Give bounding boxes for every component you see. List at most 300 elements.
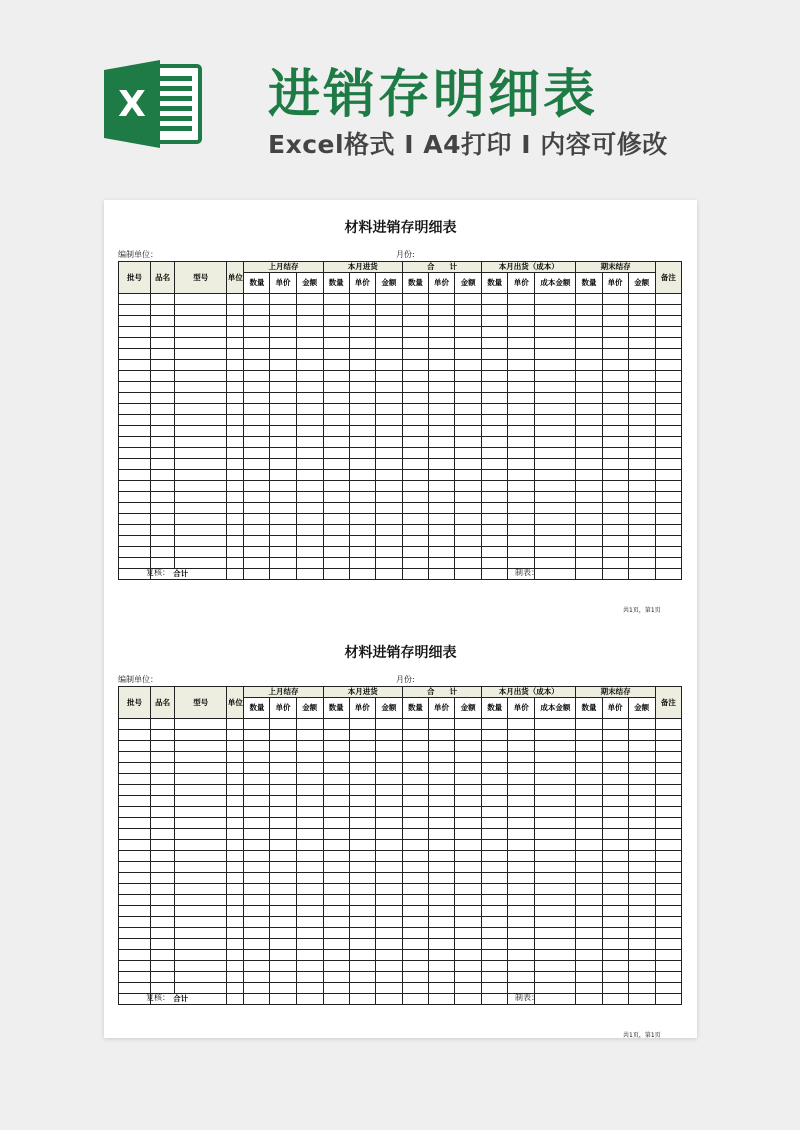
table-cell[interactable] — [602, 426, 628, 437]
table-cell[interactable] — [375, 917, 402, 928]
table-cell[interactable] — [535, 807, 576, 818]
table-cell[interactable] — [119, 785, 151, 796]
table-cell[interactable] — [428, 349, 454, 360]
table-cell[interactable] — [655, 972, 681, 983]
table-cell[interactable] — [576, 818, 602, 829]
table-cell[interactable] — [482, 415, 508, 426]
table-cell[interactable] — [655, 481, 681, 492]
table-cell[interactable] — [375, 569, 402, 580]
table-cell[interactable] — [244, 338, 270, 349]
table-cell[interactable] — [323, 503, 349, 514]
table-cell[interactable] — [576, 807, 602, 818]
table-cell[interactable] — [628, 349, 655, 360]
table-cell[interactable] — [375, 294, 402, 305]
table-cell[interactable] — [508, 338, 535, 349]
table-cell[interactable] — [576, 983, 602, 994]
table-cell[interactable] — [428, 481, 454, 492]
table-cell[interactable] — [244, 536, 270, 547]
table-cell[interactable] — [482, 547, 508, 558]
table-cell[interactable] — [296, 730, 323, 741]
table-cell[interactable] — [244, 525, 270, 536]
table-cell[interactable] — [349, 873, 375, 884]
table-cell[interactable] — [402, 961, 428, 972]
table-cell[interactable] — [227, 536, 244, 547]
table-cell[interactable] — [323, 818, 349, 829]
table-cell[interactable] — [270, 338, 296, 349]
table-cell[interactable] — [151, 741, 175, 752]
table-cell[interactable] — [323, 983, 349, 994]
table-cell[interactable] — [323, 752, 349, 763]
table-cell[interactable] — [655, 851, 681, 862]
table-cell[interactable] — [175, 437, 227, 448]
table-cell[interactable] — [349, 536, 375, 547]
table-cell[interactable] — [175, 525, 227, 536]
table-cell[interactable] — [244, 840, 270, 851]
table-cell[interactable] — [175, 983, 227, 994]
table-cell[interactable] — [628, 972, 655, 983]
table-cell[interactable] — [655, 415, 681, 426]
table-cell[interactable] — [175, 404, 227, 415]
table-cell[interactable] — [349, 796, 375, 807]
table-cell[interactable] — [428, 305, 454, 316]
table-cell[interactable] — [244, 741, 270, 752]
table-cell[interactable] — [227, 404, 244, 415]
table-cell[interactable] — [576, 785, 602, 796]
table-cell[interactable] — [227, 514, 244, 525]
table-cell[interactable] — [602, 774, 628, 785]
table-cell[interactable] — [375, 492, 402, 503]
table-cell[interactable] — [482, 873, 508, 884]
table-cell[interactable] — [323, 448, 349, 459]
table-cell[interactable] — [349, 741, 375, 752]
table-cell[interactable] — [535, 928, 576, 939]
table-cell[interactable] — [576, 503, 602, 514]
table-cell[interactable] — [244, 961, 270, 972]
table-cell[interactable] — [349, 415, 375, 426]
table-cell[interactable] — [119, 818, 151, 829]
table-cell[interactable] — [535, 536, 576, 547]
table-cell[interactable] — [455, 840, 482, 851]
table-cell[interactable] — [323, 774, 349, 785]
table-cell[interactable] — [119, 928, 151, 939]
table-cell[interactable] — [175, 961, 227, 972]
table-cell[interactable] — [375, 730, 402, 741]
table-cell[interactable] — [175, 774, 227, 785]
table-cell[interactable] — [270, 470, 296, 481]
table-cell[interactable] — [175, 316, 227, 327]
table-cell[interactable] — [602, 459, 628, 470]
table-cell[interactable] — [349, 514, 375, 525]
table-cell[interactable] — [402, 448, 428, 459]
table-cell[interactable] — [402, 536, 428, 547]
table-cell[interactable] — [323, 884, 349, 895]
table-cell[interactable] — [244, 404, 270, 415]
table-cell[interactable] — [482, 569, 508, 580]
table-cell[interactable] — [296, 459, 323, 470]
table-cell[interactable] — [349, 862, 375, 873]
table-cell[interactable] — [175, 338, 227, 349]
table-cell[interactable] — [576, 873, 602, 884]
table-cell[interactable] — [508, 928, 535, 939]
table-cell[interactable] — [349, 481, 375, 492]
table-cell[interactable] — [375, 415, 402, 426]
table-cell[interactable] — [349, 906, 375, 917]
table-cell[interactable] — [296, 950, 323, 961]
table-cell[interactable] — [270, 448, 296, 459]
table-cell[interactable] — [508, 404, 535, 415]
table-cell[interactable] — [628, 895, 655, 906]
table-cell[interactable] — [628, 525, 655, 536]
table-cell[interactable] — [576, 294, 602, 305]
table-cell[interactable] — [244, 426, 270, 437]
table-cell[interactable] — [375, 807, 402, 818]
table-cell[interactable] — [628, 459, 655, 470]
table-cell[interactable] — [244, 514, 270, 525]
table-cell[interactable] — [244, 983, 270, 994]
table-cell[interactable] — [602, 862, 628, 873]
table-cell[interactable] — [428, 961, 454, 972]
table-cell[interactable] — [119, 393, 151, 404]
table-cell[interactable] — [175, 862, 227, 873]
table-cell[interactable] — [482, 906, 508, 917]
table-cell[interactable] — [455, 448, 482, 459]
table-cell[interactable] — [244, 763, 270, 774]
table-cell[interactable] — [175, 884, 227, 895]
table-cell[interactable] — [151, 415, 175, 426]
table-cell[interactable] — [508, 547, 535, 558]
table-cell[interactable] — [655, 382, 681, 393]
table-cell[interactable] — [323, 415, 349, 426]
table-cell[interactable] — [602, 569, 628, 580]
table-cell[interactable] — [296, 470, 323, 481]
table-cell[interactable] — [296, 294, 323, 305]
table-cell[interactable] — [428, 459, 454, 470]
table-cell[interactable] — [628, 928, 655, 939]
table-cell[interactable] — [175, 327, 227, 338]
table-cell[interactable] — [482, 741, 508, 752]
table-cell[interactable] — [535, 983, 576, 994]
table-cell[interactable] — [244, 862, 270, 873]
table-cell[interactable] — [227, 382, 244, 393]
table-cell[interactable] — [508, 862, 535, 873]
table-cell[interactable] — [151, 327, 175, 338]
table-cell[interactable] — [119, 961, 151, 972]
table-cell[interactable] — [119, 470, 151, 481]
table-cell[interactable] — [227, 785, 244, 796]
table-cell[interactable] — [270, 862, 296, 873]
table-cell[interactable] — [375, 481, 402, 492]
table-cell[interactable] — [296, 719, 323, 730]
table-cell[interactable] — [151, 829, 175, 840]
table-cell[interactable] — [455, 503, 482, 514]
table-cell[interactable] — [628, 481, 655, 492]
table-cell[interactable] — [655, 818, 681, 829]
table-cell[interactable] — [628, 382, 655, 393]
table-cell[interactable] — [602, 360, 628, 371]
table-cell[interactable] — [428, 437, 454, 448]
table-cell[interactable] — [535, 818, 576, 829]
table-cell[interactable] — [323, 558, 349, 569]
table-cell[interactable] — [323, 492, 349, 503]
table-cell[interactable] — [402, 327, 428, 338]
table-cell[interactable] — [455, 895, 482, 906]
table-cell[interactable] — [119, 851, 151, 862]
table-cell[interactable] — [428, 939, 454, 950]
table-cell[interactable] — [119, 492, 151, 503]
table-cell[interactable] — [455, 719, 482, 730]
table-cell[interactable] — [602, 349, 628, 360]
table-cell[interactable] — [296, 763, 323, 774]
table-cell[interactable] — [323, 371, 349, 382]
table-cell[interactable] — [296, 316, 323, 327]
table-cell[interactable] — [151, 972, 175, 983]
table-cell[interactable] — [323, 426, 349, 437]
table-cell[interactable] — [323, 360, 349, 371]
table-cell[interactable] — [227, 818, 244, 829]
table-cell[interactable] — [655, 939, 681, 950]
table-cell[interactable] — [296, 536, 323, 547]
table-cell[interactable] — [296, 796, 323, 807]
table-cell[interactable] — [602, 939, 628, 950]
table-cell[interactable] — [655, 503, 681, 514]
table-cell[interactable] — [175, 928, 227, 939]
table-cell[interactable] — [628, 983, 655, 994]
table-cell[interactable] — [402, 730, 428, 741]
table-cell[interactable] — [508, 961, 535, 972]
table-cell[interactable] — [151, 961, 175, 972]
table-cell[interactable] — [602, 917, 628, 928]
table-cell[interactable] — [482, 719, 508, 730]
table-cell[interactable] — [628, 393, 655, 404]
table-cell[interactable] — [227, 305, 244, 316]
table-cell[interactable] — [402, 371, 428, 382]
table-cell[interactable] — [151, 470, 175, 481]
table-cell[interactable] — [428, 895, 454, 906]
table-cell[interactable] — [375, 939, 402, 950]
table-cell[interactable] — [482, 514, 508, 525]
table-cell[interactable] — [119, 796, 151, 807]
table-cell[interactable] — [402, 349, 428, 360]
table-cell[interactable] — [227, 294, 244, 305]
table-cell[interactable] — [535, 360, 576, 371]
table-cell[interactable] — [655, 569, 681, 580]
table-cell[interactable] — [270, 796, 296, 807]
table-cell[interactable] — [535, 730, 576, 741]
table-cell[interactable] — [119, 305, 151, 316]
table-cell[interactable] — [428, 492, 454, 503]
table-cell[interactable] — [535, 851, 576, 862]
table-cell[interactable] — [244, 393, 270, 404]
table-cell[interactable] — [119, 829, 151, 840]
table-cell[interactable] — [227, 752, 244, 763]
table-cell[interactable] — [508, 763, 535, 774]
table-cell[interactable] — [428, 851, 454, 862]
table-cell[interactable] — [602, 851, 628, 862]
table-cell[interactable] — [227, 851, 244, 862]
table-cell[interactable] — [482, 360, 508, 371]
table-cell[interactable] — [428, 884, 454, 895]
table-cell[interactable] — [428, 327, 454, 338]
table-cell[interactable] — [270, 983, 296, 994]
table-cell[interactable] — [655, 928, 681, 939]
table-cell[interactable] — [535, 906, 576, 917]
table-cell[interactable] — [244, 437, 270, 448]
table-cell[interactable] — [296, 305, 323, 316]
table-cell[interactable] — [270, 415, 296, 426]
table-cell[interactable] — [244, 327, 270, 338]
table-cell[interactable] — [576, 525, 602, 536]
table-cell[interactable] — [270, 437, 296, 448]
table-cell[interactable] — [655, 536, 681, 547]
table-cell[interactable] — [602, 415, 628, 426]
table-cell[interactable] — [244, 349, 270, 360]
table-cell[interactable] — [428, 785, 454, 796]
table-cell[interactable] — [455, 547, 482, 558]
table-cell[interactable] — [455, 730, 482, 741]
table-cell[interactable] — [602, 829, 628, 840]
table-cell[interactable] — [655, 807, 681, 818]
table-cell[interactable] — [402, 719, 428, 730]
table-cell[interactable] — [535, 393, 576, 404]
table-cell[interactable] — [402, 851, 428, 862]
table-cell[interactable] — [227, 360, 244, 371]
table-cell[interactable] — [402, 950, 428, 961]
table-cell[interactable] — [296, 917, 323, 928]
table-cell[interactable] — [535, 470, 576, 481]
table-cell[interactable] — [270, 961, 296, 972]
table-cell[interactable] — [270, 514, 296, 525]
table-cell[interactable] — [151, 536, 175, 547]
table-cell[interactable] — [323, 961, 349, 972]
table-cell[interactable] — [119, 481, 151, 492]
table-cell[interactable] — [508, 503, 535, 514]
table-cell[interactable] — [375, 371, 402, 382]
table-cell[interactable] — [482, 536, 508, 547]
table-cell[interactable] — [349, 818, 375, 829]
table-cell[interactable] — [628, 730, 655, 741]
table-cell[interactable] — [655, 917, 681, 928]
table-cell[interactable] — [455, 514, 482, 525]
table-cell[interactable] — [349, 895, 375, 906]
table-cell[interactable] — [455, 525, 482, 536]
table-cell[interactable] — [428, 719, 454, 730]
table-cell[interactable] — [119, 338, 151, 349]
table-cell[interactable] — [628, 785, 655, 796]
table-cell[interactable] — [375, 972, 402, 983]
table-cell[interactable] — [535, 950, 576, 961]
table-cell[interactable] — [227, 917, 244, 928]
table-cell[interactable] — [655, 514, 681, 525]
table-cell[interactable] — [655, 393, 681, 404]
table-cell[interactable] — [482, 525, 508, 536]
table-cell[interactable] — [244, 371, 270, 382]
table-cell[interactable] — [375, 525, 402, 536]
table-cell[interactable] — [402, 382, 428, 393]
table-cell[interactable] — [375, 741, 402, 752]
table-cell[interactable] — [576, 763, 602, 774]
table-cell[interactable] — [428, 796, 454, 807]
table-cell[interactable] — [428, 426, 454, 437]
table-cell[interactable] — [270, 426, 296, 437]
table-cell[interactable] — [602, 719, 628, 730]
table-cell[interactable] — [402, 481, 428, 492]
table-cell[interactable] — [270, 382, 296, 393]
table-cell[interactable] — [602, 961, 628, 972]
table-cell[interactable] — [296, 404, 323, 415]
table-cell[interactable] — [175, 481, 227, 492]
table-cell[interactable] — [296, 327, 323, 338]
table-cell[interactable] — [151, 525, 175, 536]
table-cell[interactable] — [455, 796, 482, 807]
table-cell[interactable] — [482, 851, 508, 862]
table-cell[interactable] — [535, 752, 576, 763]
table-cell[interactable] — [576, 448, 602, 459]
table-cell[interactable] — [175, 492, 227, 503]
table-cell[interactable] — [151, 371, 175, 382]
table-cell[interactable] — [227, 448, 244, 459]
table-cell[interactable] — [428, 829, 454, 840]
table-cell[interactable] — [270, 928, 296, 939]
table-cell[interactable] — [628, 470, 655, 481]
table-cell[interactable] — [602, 972, 628, 983]
table-cell[interactable] — [270, 741, 296, 752]
table-cell[interactable] — [244, 459, 270, 470]
table-cell[interactable] — [482, 994, 508, 1005]
table-cell[interactable] — [428, 360, 454, 371]
table-cell[interactable] — [244, 448, 270, 459]
table-cell[interactable] — [323, 459, 349, 470]
table-cell[interactable] — [655, 294, 681, 305]
table-cell[interactable] — [602, 928, 628, 939]
table-cell[interactable] — [119, 884, 151, 895]
table-cell[interactable] — [482, 752, 508, 763]
table-cell[interactable] — [349, 503, 375, 514]
table-cell[interactable] — [402, 928, 428, 939]
table-cell[interactable] — [244, 950, 270, 961]
table-cell[interactable] — [402, 305, 428, 316]
table-cell[interactable] — [482, 807, 508, 818]
table-cell[interactable] — [655, 994, 681, 1005]
table-cell[interactable] — [508, 895, 535, 906]
table-cell[interactable] — [119, 514, 151, 525]
table-cell[interactable] — [151, 752, 175, 763]
table-cell[interactable] — [349, 752, 375, 763]
table-cell[interactable] — [482, 338, 508, 349]
table-cell[interactable] — [349, 547, 375, 558]
table-cell[interactable] — [455, 404, 482, 415]
table-cell[interactable] — [375, 338, 402, 349]
table-cell[interactable] — [270, 393, 296, 404]
table-cell[interactable] — [535, 514, 576, 525]
table-cell[interactable] — [576, 774, 602, 785]
table-cell[interactable] — [455, 382, 482, 393]
table-cell[interactable] — [655, 360, 681, 371]
table-cell[interactable] — [455, 829, 482, 840]
table-cell[interactable] — [227, 994, 244, 1005]
table-cell[interactable] — [628, 862, 655, 873]
table-cell[interactable] — [508, 807, 535, 818]
table-cell[interactable] — [151, 939, 175, 950]
table-cell[interactable] — [508, 719, 535, 730]
table-cell[interactable] — [175, 415, 227, 426]
table-cell[interactable] — [428, 994, 454, 1005]
table-cell[interactable] — [227, 338, 244, 349]
table-cell[interactable] — [535, 796, 576, 807]
table-cell[interactable] — [323, 785, 349, 796]
table-cell[interactable] — [576, 459, 602, 470]
table-cell[interactable] — [227, 558, 244, 569]
table-cell[interactable] — [428, 547, 454, 558]
